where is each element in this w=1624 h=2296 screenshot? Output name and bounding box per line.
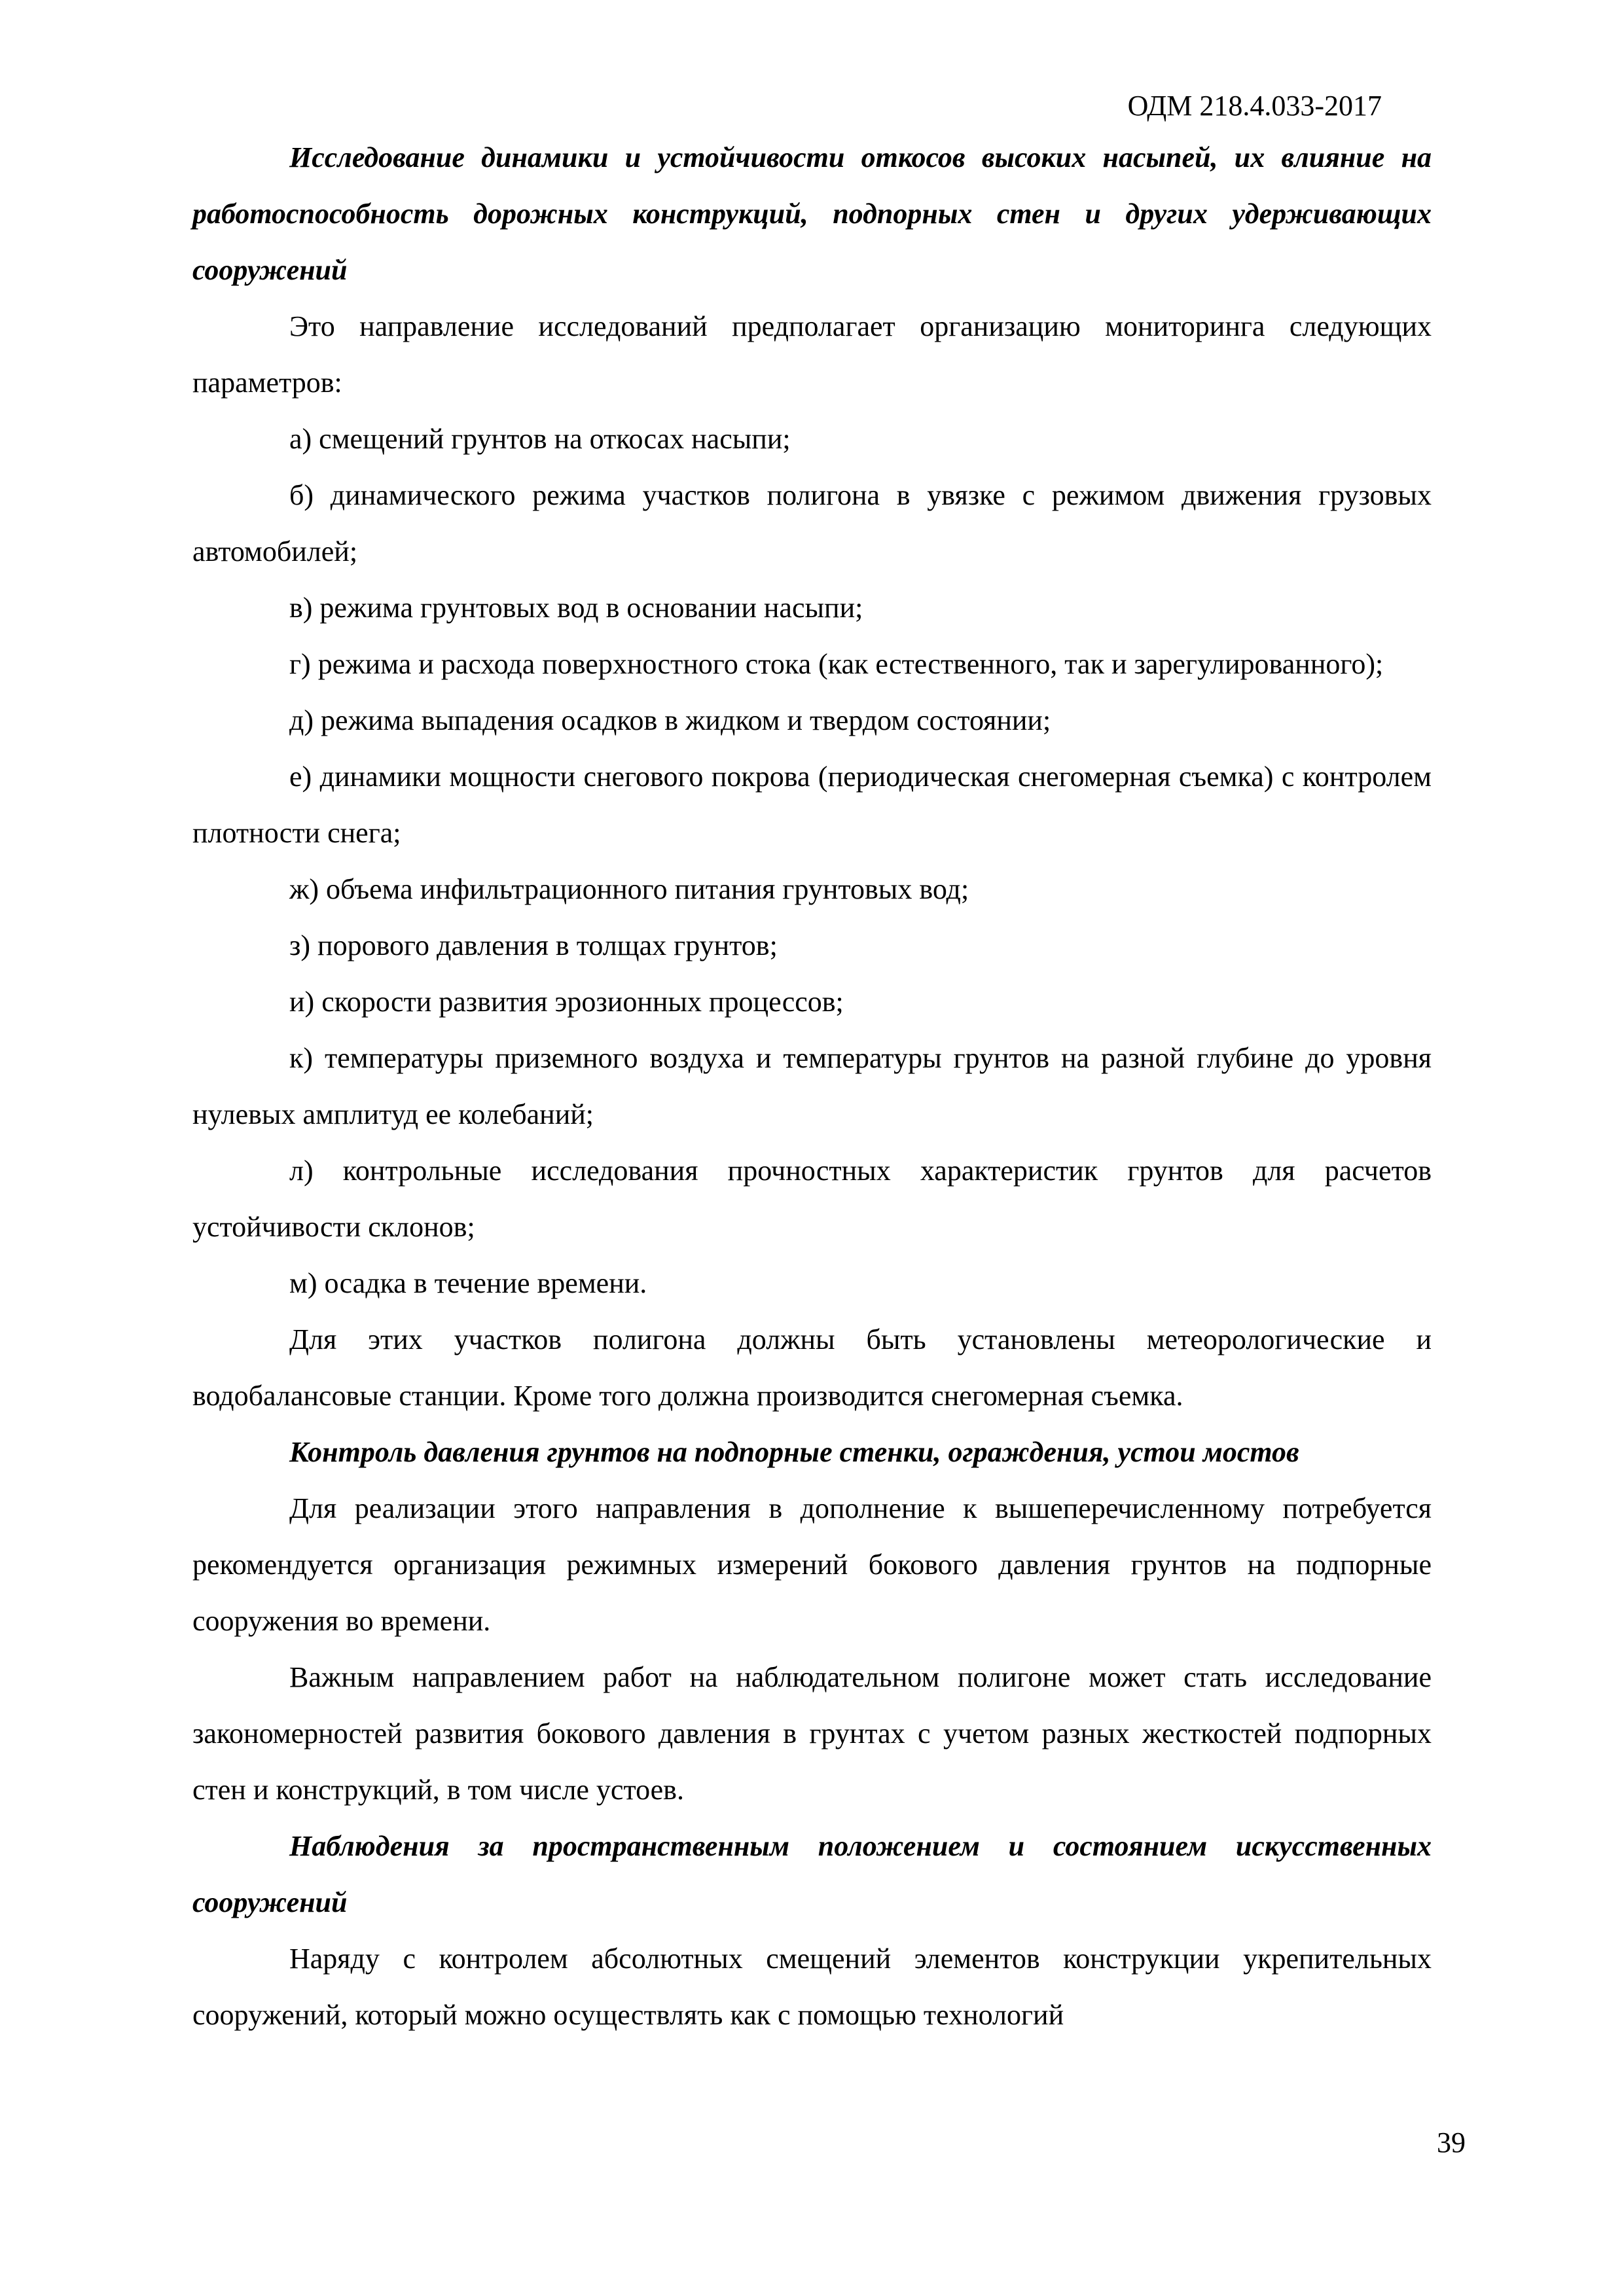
list-item-g: г) режима и расхода поверхностного стока (как естественного, так и зарегулированного); xyxy=(289,648,1384,680)
list-item-v: в) режима грунтовых вод в основании насыпи; xyxy=(289,592,863,624)
paragraph-intro: Это направление исследований предполагает организацию мониторинга следующих параметров: xyxy=(192,310,1432,399)
list-item-zh: ж) объема инфильтрационного питания грунтовых вод; xyxy=(289,873,969,905)
list-item-z: з) порового давления в толщах грунтов; xyxy=(289,929,778,961)
page-number: 39 xyxy=(1437,2126,1466,2159)
list-item-k: к) температуры приземного воздуха и температуры грунтов на разной глубине до уровня нулевых амплитуд ее колебаний; xyxy=(192,1042,1432,1130)
list-item-l: л) контрольные исследования прочностных характеристик грунтов для расчетов устойчивости склонов; xyxy=(192,1155,1432,1243)
paragraph-stations: Для этих участков полигона должны быть установлены метеорологические и водобалансовые станции. Кроме того должна производится снегомерная съемка. xyxy=(192,1323,1432,1412)
section-heading-structures: Наблюдения за пространственным положением и состоянием искусственных сооружений xyxy=(192,1830,1432,1918)
list-item-e: е) динамики мощности снегового покрова (периодическая снегомерная съемка) с контролем плотности снега; xyxy=(192,761,1432,849)
paragraph-research-direction: Важным направлением работ на наблюдательном полигоне может стать исследование закономерностей развития бокового давления в грунтах с учетом разных жесткостей подпорных стен и конструкций, в том числе устоев. xyxy=(192,1661,1432,1806)
list-item-i: и) скорости развития эрозионных процессов; xyxy=(289,986,844,1018)
list-item-a: а) смещений грунтов на откосах насыпи; xyxy=(289,423,791,455)
list-item-b: б) динамического режима участков полигона в увязке с режимом движения грузовых автомобилей; xyxy=(192,479,1432,567)
paragraph-displacement-control: Наряду с контролем абсолютных смещений элементов конструкции укрепительных сооружений, который можно осуществлять как с помощью технологий xyxy=(192,1943,1432,2031)
section-heading-slope-stability: Исследование динамики и устойчивости откосов высоких насыпей, их влияние на работоспособность дорожных конструкций, подпорных стен и других удерживающих сооружений xyxy=(192,141,1432,286)
section-heading-soil-pressure: Контроль давления грунтов на подпорные стенки, ограждения, устои мостов xyxy=(289,1436,1299,1468)
document-code: ОДМ 218.4.033-2017 xyxy=(1127,90,1382,122)
list-item-m: м) осадка в течение времени. xyxy=(289,1267,647,1299)
list-item-d: д) режима выпадения осадков в жидком и твердом состоянии; xyxy=(289,704,1051,736)
page-body xyxy=(192,130,1432,2043)
paragraph-lateral-pressure: Для реализации этого направления в дополнение к вышеперечисленному потребуется рекомендуется организация режимных измерений бокового давления грунтов на подпорные сооружения во времени. xyxy=(192,1492,1432,1637)
